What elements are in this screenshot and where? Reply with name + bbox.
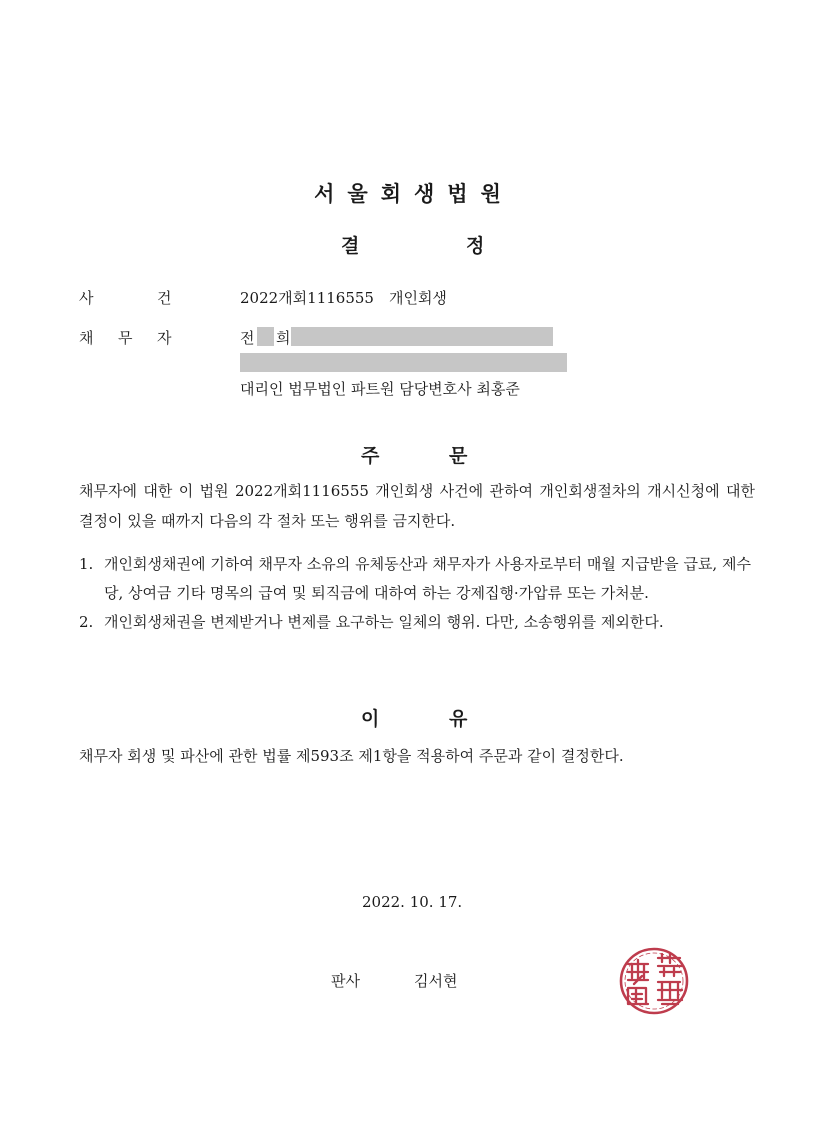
judge-title: 판사: [331, 972, 360, 990]
debtor-name-redaction: [257, 327, 274, 346]
debtor-name-first: 전: [240, 329, 255, 347]
list-item-text: 개인회생채권을 변제받거나 변제를 요구하는 일체의 행위. 다만, 소송행위를 제외한다.: [104, 613, 664, 631]
case-label-char-1: 사: [79, 289, 94, 307]
judge-seal-stamp: [618, 946, 690, 1016]
list-item-number: 2.: [79, 613, 94, 631]
list-item: [79, 608, 751, 637]
debtor-label-char-1: 채: [79, 329, 94, 347]
order-intro: 채무자에 대한 이 법원 2022개회1116555 개인회생 사건에 관하여 개인회생절차의 개시신청에 대한 결정이 있을 때까지 다음의 각 절차 또는 행위를 금지한다.: [79, 482, 755, 530]
reason-text: 채무자 회생 및 파산에 관한 법률 제593조 제1항을 적용하여 주문과 같이 결정한다.: [79, 747, 624, 765]
debtor-address-redaction-2: [240, 353, 567, 372]
list-item: [79, 550, 751, 608]
debtor-label-char-3: 자: [157, 329, 172, 347]
case-number: 2022개회1116555 개인회생: [240, 289, 447, 307]
debtor-label-char-2: 무: [118, 329, 133, 347]
document-title-right: 정: [466, 235, 485, 257]
judge-name: 김서현: [414, 972, 458, 990]
court-name: 서울회생법원: [314, 182, 514, 206]
order-heading-left: 주: [361, 445, 380, 467]
order-items-list: [79, 550, 751, 637]
decision-date: 2022. 10. 17.: [362, 893, 463, 911]
reason-heading-left: 이: [361, 708, 380, 730]
debtor-address-redaction-1: [291, 327, 553, 346]
debtor-name-last: 희: [276, 329, 291, 347]
document-title-left: 결: [341, 235, 360, 257]
case-label-char-2: 건: [157, 289, 172, 307]
debtor-representative: 대리인 법무법인 파트원 담당변호사 최홍준: [240, 380, 520, 398]
list-item-text: 개인회생채권에 기하여 채무자 소유의 유체동산과 채무자가 사용자로부터 매월 지급받을 급료, 제수당, 상여금 기타 명목의 급여 및 퇴직금에 대하여 하는 강제집행·가압류 또는 가처분.: [104, 555, 751, 602]
list-item-number: 1.: [79, 555, 94, 573]
reason-heading-right: 유: [449, 708, 468, 730]
order-heading-right: 문: [449, 445, 468, 467]
